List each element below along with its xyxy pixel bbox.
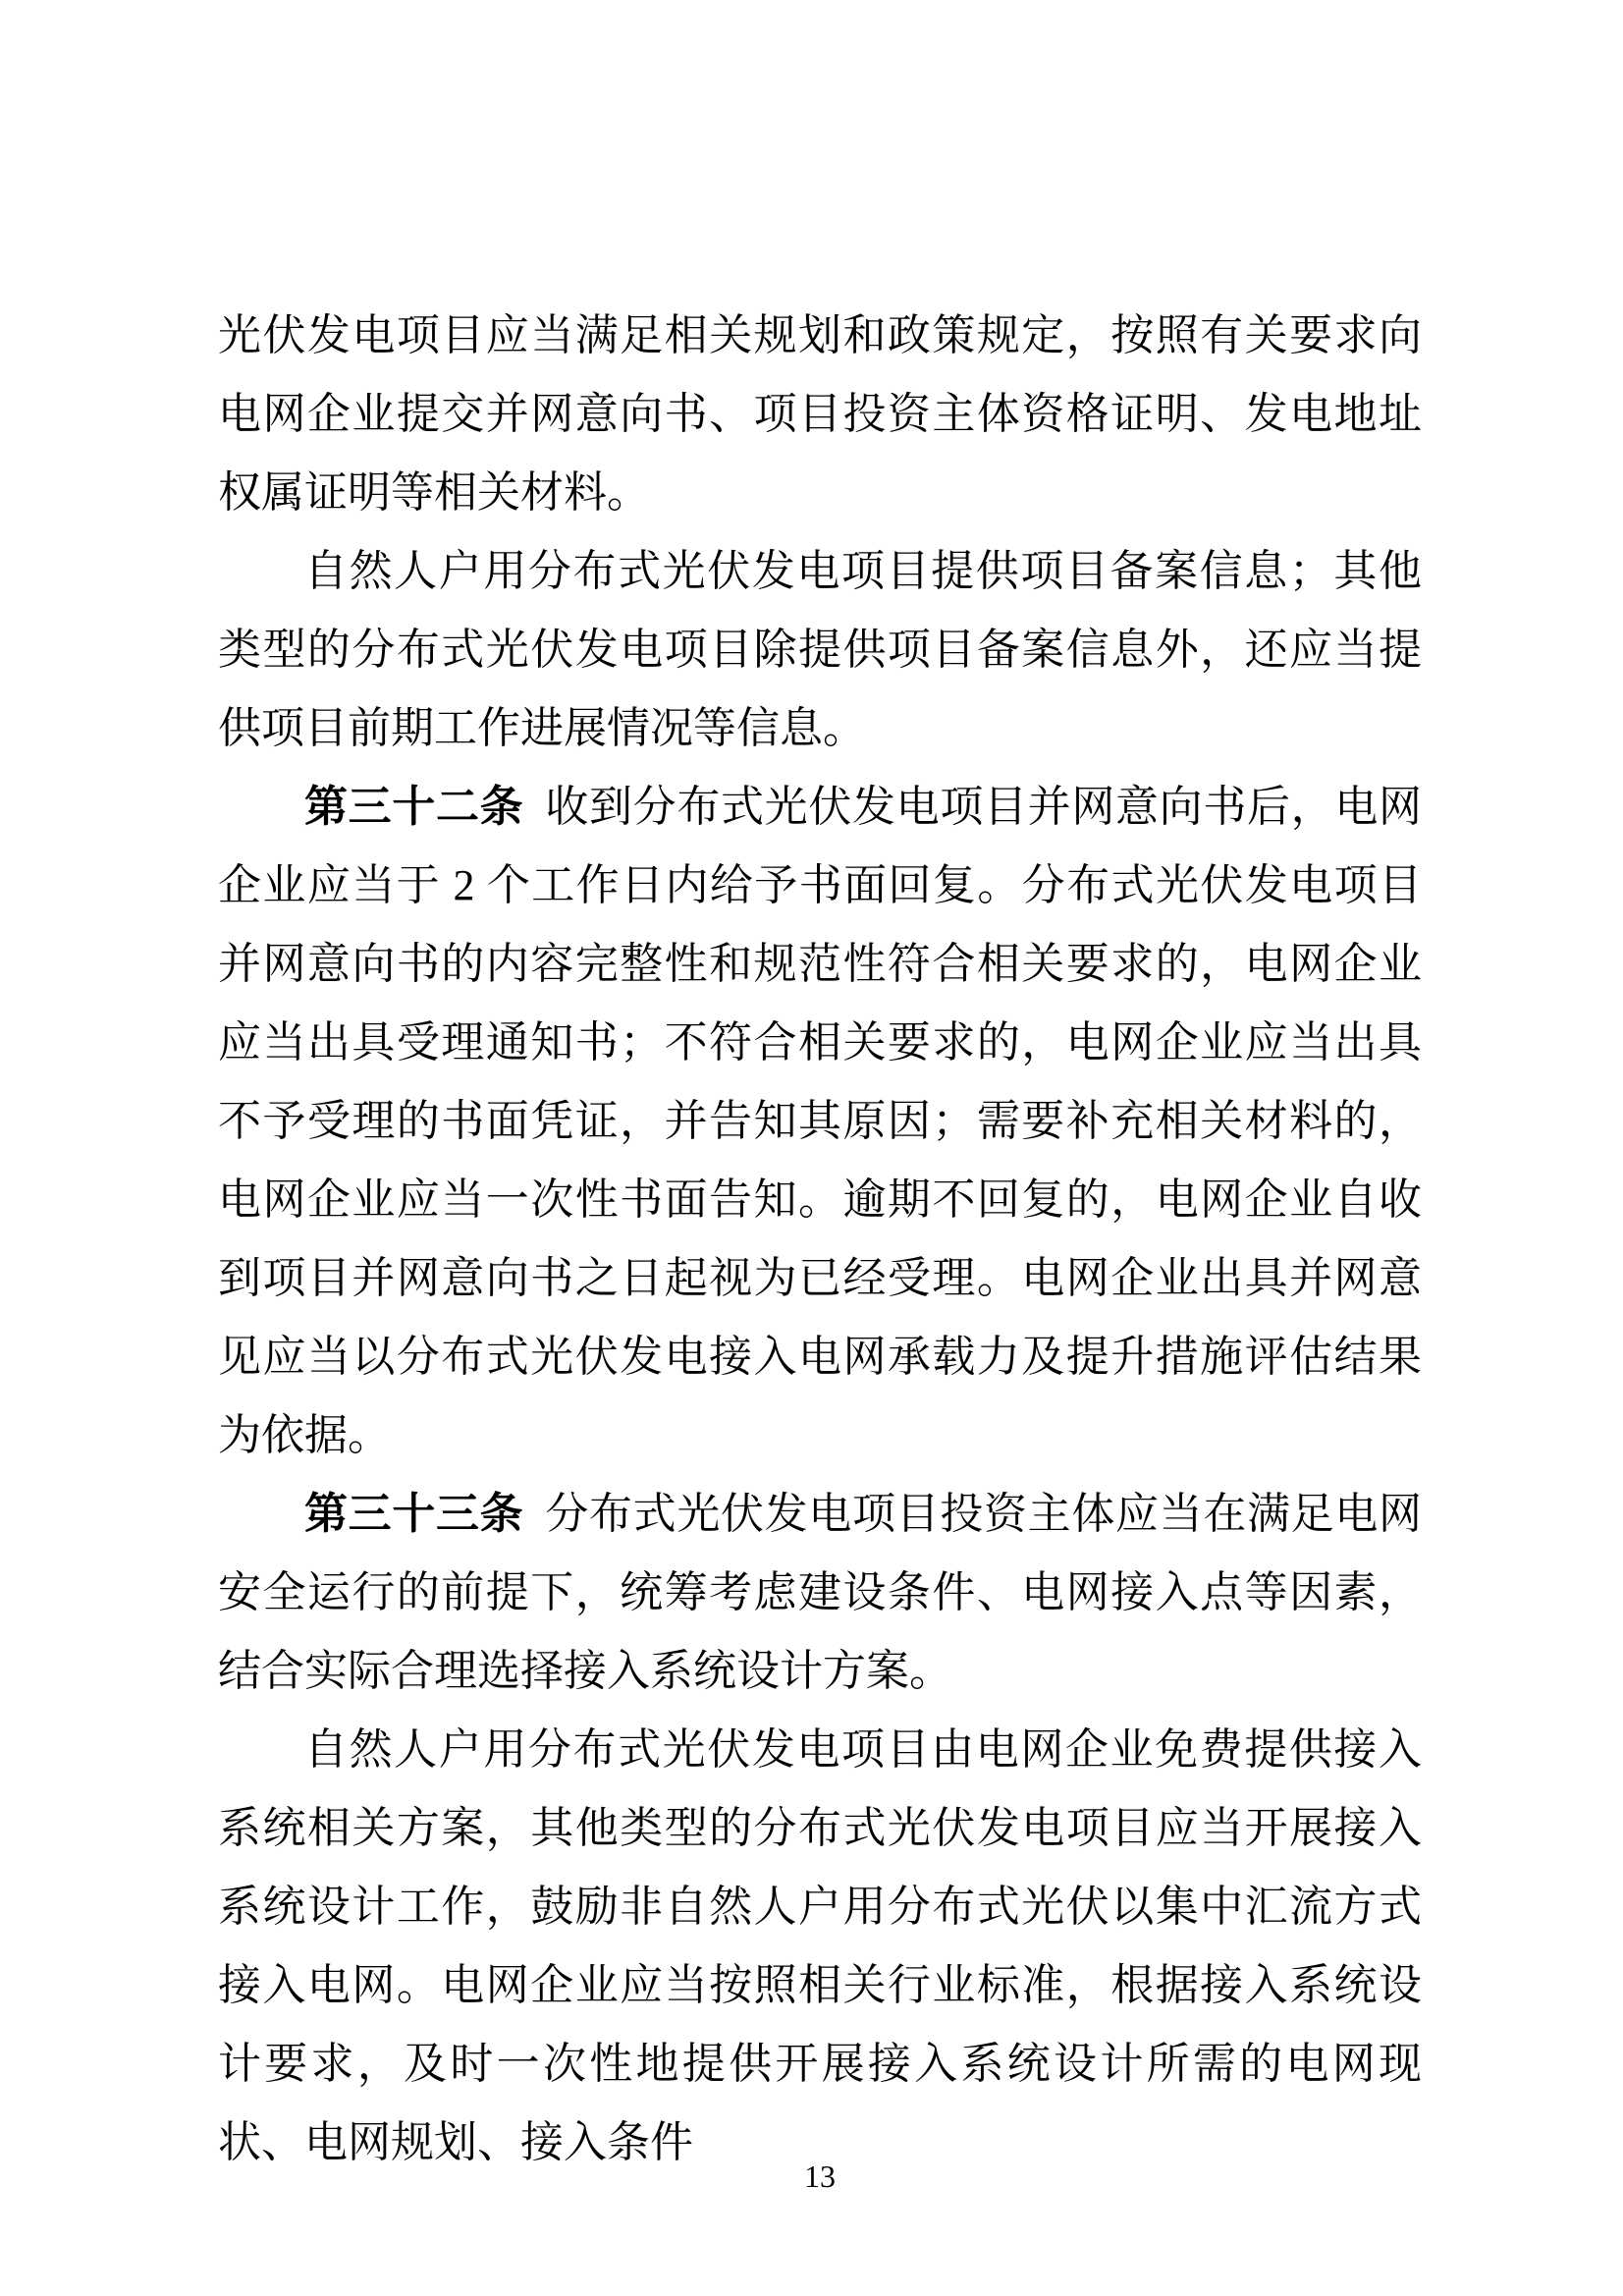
paragraph: 自然人户用分布式光伏发电项目提供项目备案信息；其他类型的分布式光伏发电项目除提供项目备案信息外，还应当提供项目前期工作进展情况等信息。: [218, 547, 1422, 752]
paragraph: 自然人户用分布式光伏发电项目由电网企业免费提供接入系统相关方案，其他类型的分布式光伏发电项目应当开展接入系统设计工作，鼓励非自然人户用分布式光伏以集中汇流方式接入电网。电网企业应当按照相关行业标准，根据接入系统设计要求，及时一次性地提供开展接入系统设计所需的电网现状、电网规划、接入条件: [218, 1725, 1422, 2166]
page-footer: [218, 2159, 1422, 2194]
article-number: 第三十三条: [304, 1490, 524, 1538]
paragraph: 光伏发电项目应当满足相关规划和政策规定，按照有关要求向电网企业提交并网意向书、项目投资主体资格证明、发电地址权属证明等相关材料。: [218, 311, 1422, 517]
paragraph: 第三十二条 收到分布式光伏发电项目并网意向书后，电网企业应当于 2 个工作日内给予书面回复。分布式光伏发电项目并网意向书的内容完整性和规范性符合相关要求的，电网企业应当出具受理通知书；不符合相关要求的，电网企业应当出具不予受理的书面凭证，并告知其原因；需要补充相关材料的，电网企业应当一次性书面告知。逾期不回复的，电网企业自收到项目并网意向书之日起视为已经受理。电网企业出具并网意见应当以分布式光伏发电接入电网承载力及提升措施评估结果为依据。: [218, 783, 1423, 1459]
document-body: [218, 297, 1422, 2182]
paragraph: 第三十三条 分布式光伏发电项目投资主体应当在满足电网安全运行的前提下，统筹考虑建设条件、电网接入点等因素，结合实际合理选择接入系统设计方案。: [218, 1490, 1423, 1695]
page-number: 13: [804, 2159, 836, 2194]
article-number: 第三十二条: [304, 783, 524, 831]
